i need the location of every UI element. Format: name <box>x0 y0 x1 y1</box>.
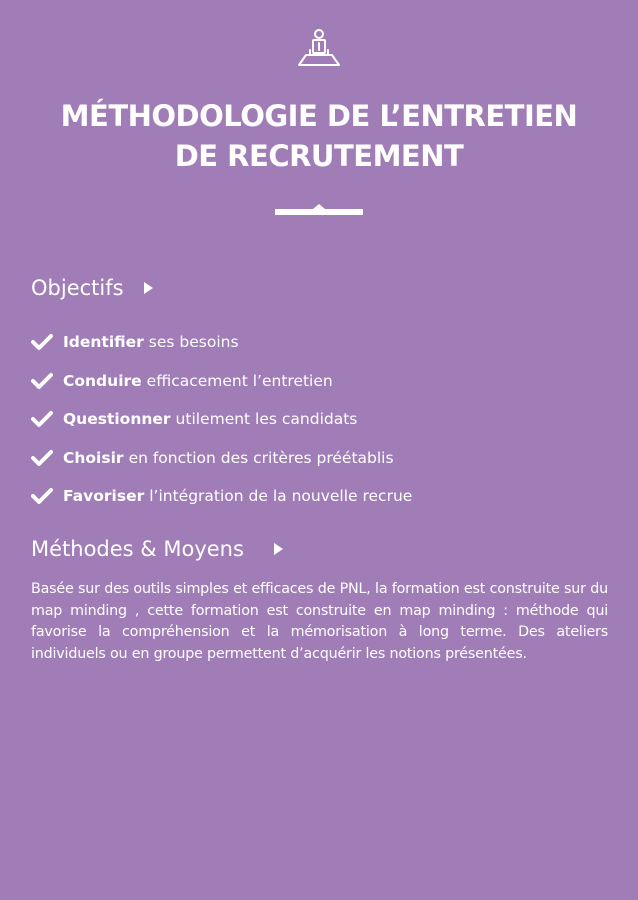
title-divider <box>275 203 363 217</box>
objective-text: utilement les candidats <box>175 410 358 429</box>
objective-text: ses besoins <box>148 333 239 352</box>
objective-text: efficacement l’entretien <box>146 371 333 390</box>
objective-keyword: Questionner <box>63 410 171 429</box>
checkmark-icon <box>31 487 53 505</box>
list-item <box>31 362 412 401</box>
objective-keyword: Identifier <box>63 333 144 352</box>
methods-description: Basée sur des outils simples et efficaces de PNL, la formation est construite sur du map minding , cette formation est construite en map minding : méthode qui favorise la compréhension et la mémorisation à long terme. Des ateliers individuels ou en groupe permettent d’acquérir les notions présentées. <box>31 581 608 662</box>
checkmark-icon <box>31 410 53 428</box>
list-item <box>31 323 412 362</box>
page-title <box>0 96 638 176</box>
play-arrow-icon <box>274 543 283 555</box>
play-arrow-icon <box>144 282 153 294</box>
list-item <box>31 400 412 439</box>
objectives-list <box>31 323 412 516</box>
objective-text: en fonction des critères préétablis <box>128 448 394 467</box>
objective-keyword: Favoriser <box>63 487 145 506</box>
objective-keyword: Conduire <box>63 371 142 390</box>
objective-keyword: Choisir <box>63 448 124 467</box>
objectives-heading <box>31 274 153 302</box>
objective-text: l’intégration de la nouvelle recrue <box>149 487 413 506</box>
list-item <box>31 439 412 478</box>
methods-heading-label: Méthodes & Moyens <box>31 537 244 561</box>
list-item <box>31 477 412 516</box>
title-line-2: DE RECRUTEMENT <box>174 139 464 173</box>
title-line-1: MÉTHODOLOGIE DE L’ENTRETIEN <box>60 99 578 133</box>
checkmark-icon <box>31 333 53 351</box>
methods-heading <box>31 535 283 563</box>
interview-desk-icon <box>296 28 342 68</box>
checkmark-icon <box>31 449 53 467</box>
objectives-heading-label: Objectifs <box>31 276 124 300</box>
checkmark-icon <box>31 372 53 390</box>
